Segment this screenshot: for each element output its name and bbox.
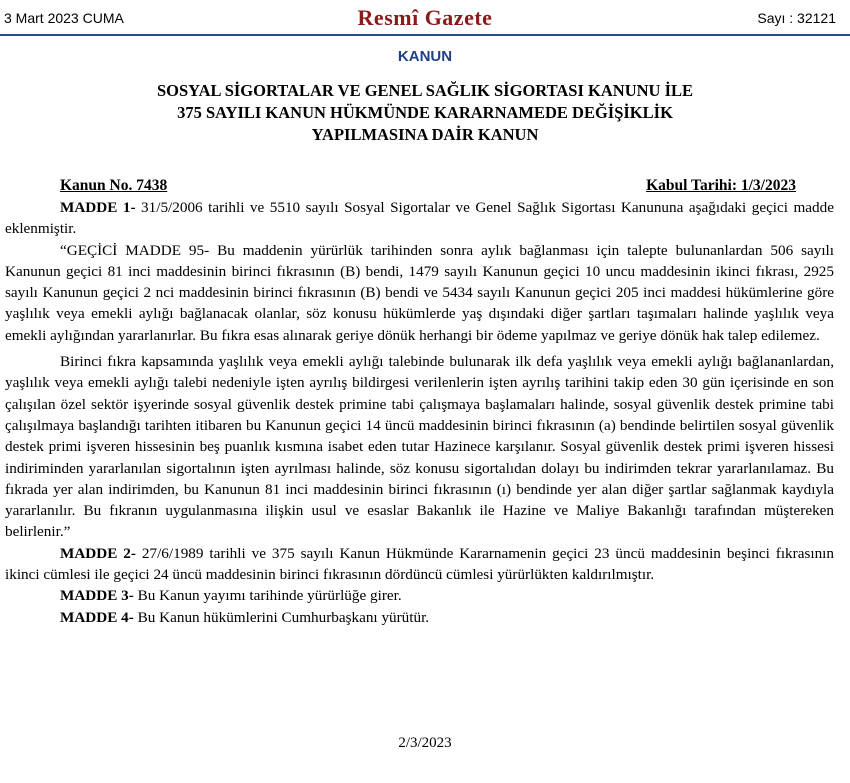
publication-date: 3 Mart 2023 CUMA xyxy=(4,10,124,26)
article-3 xyxy=(5,585,834,606)
article-1-label: MADDE 1- xyxy=(60,199,136,216)
law-title-line: 375 SAYILI KANUN HÜKMÜNDE KARARNAMEDE DEĞİŞİKLİK xyxy=(177,103,673,122)
article-1-text: 31/5/2006 tarihli ve 5510 sayılı Sosyal Sigortalar ve Genel Sağlık Sigortası Kanununa aşağıdaki geçici madde eklenmiştir. xyxy=(5,199,834,238)
article-2-label: MADDE 2- xyxy=(60,544,136,562)
header-divider xyxy=(0,34,850,36)
article-4 xyxy=(5,607,834,628)
article-3-text: Bu Kanun yayımı tarihinde yürürlüğe girer. xyxy=(133,587,402,605)
temporary-article-95-paragraph-1: “GEÇİCİ MADDE 95- Bu maddenin yürürlük tarihinden sonra aylık bağlanması için talepte bulunanlardan 506 sayılı Kanunun geçici 81 inci maddesinin birinci fıkrasının (B) bendi, 1479 sayılı Kanunun geçici 10 uncu maddesinin ikinci fıkrası, 2925 sayılı Kanunun geçici 2 nci maddesinin birinci fıkrasının (B) bendi ve 5434 sayılı Kanunun geçici 205 inci maddesi hükümlerine göre yaşlılık veya emekli aylığı bağlanacak olanlar, söz konusu hükümlerde yaş dışındaki diğer şartları taşımaları halinde yaşlılık veya emekli aylığından yararlanırlar. Bu fıkra esas alınarak geriye dönük herhangi bir ödeme yapılmaz ve geriye dönük hak talep edilemez. xyxy=(5,241,834,344)
article-1 xyxy=(5,197,834,240)
law-title-line: YAPILMASINA DAİR KANUN xyxy=(311,125,539,144)
article-4-label: MADDE 4- xyxy=(60,608,134,626)
adoption-date: Kabul Tarihi: 1/3/2023 xyxy=(646,177,796,194)
article-4-text: Bu Kanun hükümlerini Cumhurbaşkanı yürütür. xyxy=(133,608,430,626)
law-number: Kanun No. 7438 xyxy=(60,177,168,194)
law-title xyxy=(0,80,850,146)
article-3-label: MADDE 3- xyxy=(60,587,134,605)
law-body xyxy=(5,197,834,628)
article-2 xyxy=(5,543,834,586)
section-label: KANUN xyxy=(397,48,453,65)
law-title-line: SOSYAL SİGORTALAR VE GENEL SAĞLIK SİGORTASI KANUNU İLE xyxy=(156,81,694,100)
temporary-article-95-paragraph-2: Birinci fıkra kapsamında yaşlılık veya emekli aylığı talebinde bulunarak ilk defa yaşlılık veya emekli aylığı bağlananlardan, yaşlılık veya emekli aylığı talebi nedeniyle işten ayrılış bildirgesi verilenlerin işten ayrılış tarihini takip eden 30 gün içerisinde en son çalışılan özel sektör işyerinde sosyal güvenlik destek primine tabi çalışmaya başlamaları halinde, sosyal güvenlik destek primine tabi çalışılmaya başlandığı tarihten itibaren bu Kanunun geçici 14 üncü maddesinin birinci fıkrasının (a) bendinde belirtilen sosyal güvenlik destek primi işveren hissesinin beş puanlık kısmına isabet eden tutar Hazinece karşılanır. Sosyal güvenlik destek primi işveren hissesi indiriminden yararlanılan sigortalının işten ayrılması halinde, söz konusu sigortalıdan dolayı bu indirimden tekrar yararlanılamaz. Bu fıkrada yer alan indirimden, bu Kanunun 81 inci maddesinin birinci fıkrasının (ı) bendinde yer alan diğer şartlar sağlanmak kaydıyla yararlanılır. Bu fıkranın uygulanmasına ilişkin usul ve esaslar Bakanlık ile Hazine ve Maliye Bakanlığı tarafından müştereken belirlenir.” xyxy=(5,353,834,541)
signature-date: 2/3/2023 xyxy=(398,735,452,751)
gazette-header xyxy=(0,0,850,36)
article-2-text: 27/6/1989 tarihli ve 375 sayılı Kanun Hükmünde Kararnamenin geçici 23 üncü maddesinin beşinci fıkrasının ikinci cümlesi ile geçici 24 üncü maddesinin birinci fıkrasının dördüncü cümlesi yürürlükten kaldırılmıştır. xyxy=(5,544,834,584)
gazette-title: Resmî Gazete xyxy=(357,5,493,30)
issue-number: Sayı : 32121 xyxy=(757,10,836,26)
